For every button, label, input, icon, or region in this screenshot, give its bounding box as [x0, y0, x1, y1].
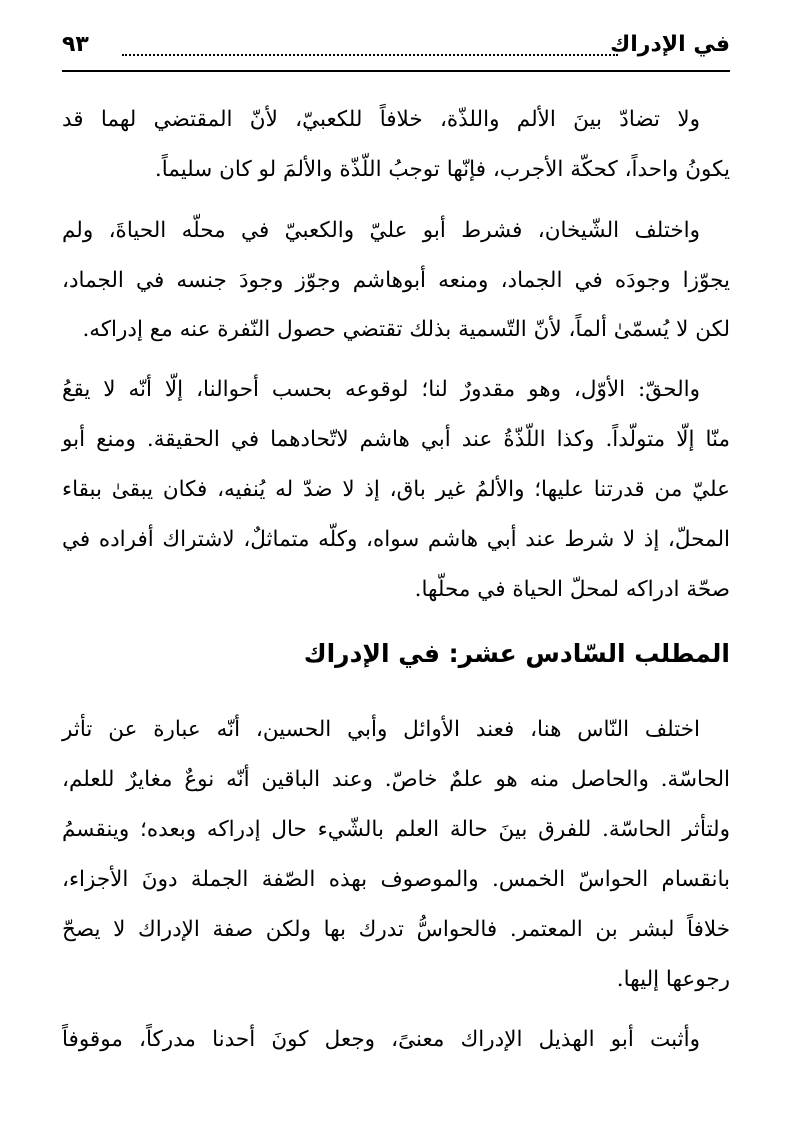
text-line: وأثبت أبو الهذيل الإدراك معنىً، وجعل كونَ أحدنا مدركاً، موقوفاً	[62, 1027, 700, 1052]
dot-leader	[122, 54, 618, 56]
text-line: ولتأثر الحاسّة. للفرق بينَ حالة العلم بالشّيء حال إدراكه وبعده؛ وينقسمُ	[62, 817, 730, 842]
running-header	[62, 30, 730, 66]
text-line: المحلّ، إذ لا شرط عند أبي هاشم سواه، وكلّه متماثلٌ، لاشتراك أفراده في	[62, 527, 730, 552]
running-title: في الإدراك	[610, 32, 730, 57]
text-line: اختلف النّاس هنا، فعند الأوائل وأبي الحسين، أنّه عبارة عن تأثر	[62, 717, 700, 742]
text-line: عليّ من قدرتنا عليها؛ والألمُ غير باق، إذ لا ضدّ له يُنفيه، فكان يبقىٰ ببقاء	[62, 477, 730, 502]
header-rule	[62, 70, 730, 72]
text-line: لكن لا يُسمّىٰ ألماً، لأنّ التّسمية بذلك تقتضي حصول النّفرة عنه مع إدراكه.	[82, 317, 730, 342]
text-line: بانقسام الحواسّ الخمس. والموصوف بهذه الصّفة الجملة دونَ الأجزاء،	[62, 867, 730, 892]
text-line: واختلف الشّيخان، فشرط أبو عليّ والكعبيّ في محلّه الحياةَ، ولم	[62, 218, 700, 243]
section-heading: المطلب السّادس عشر: في الإدراك	[303, 639, 730, 668]
text-line: ولا تضادّ بينَ الألم واللذّة، خلافاً للكعبيّ، لأنّ المقتضي لهما قد	[62, 107, 700, 132]
text-line: منّا إلّا متولّداً. وكذا اللّذّةُ عند أبي هاشم لاتّحادهما في الحقيقة. ومنع أبو	[62, 427, 730, 452]
text-line: خلافاً لبشر بن المعتمر. فالحواسُّ تدرك بها ولكن صفة الإدراك لا يصحّ	[62, 917, 730, 942]
text-line: يجوّزا وجودَه في الجماد، ومنعه أبوهاشم وجوّز وجودَ جنسه في الجماد،	[62, 268, 730, 293]
text-line: والحقّ: الأوّل، وهو مقدورٌ لنا؛ لوقوعه بحسب أحوالنا، إلّا أنّه لا يقعُ	[62, 377, 700, 402]
text-line: رجوعها إليها.	[616, 967, 730, 992]
text-line: الحاسّة. والحاصل منه هو علمٌ خاصّ. وعند الباقين أنّه نوعٌ مغايرٌ للعلم،	[62, 767, 730, 792]
text-line: يكونُ واحداً، كحكّة الأجرب، فإنّها توجبُ اللّذّة والألمَ لو كان سليماً.	[154, 157, 730, 182]
page-number: ٩٣	[62, 32, 89, 57]
text-line: صحّة ادراكه لمحلّ الحياة في محلّها.	[414, 577, 730, 602]
